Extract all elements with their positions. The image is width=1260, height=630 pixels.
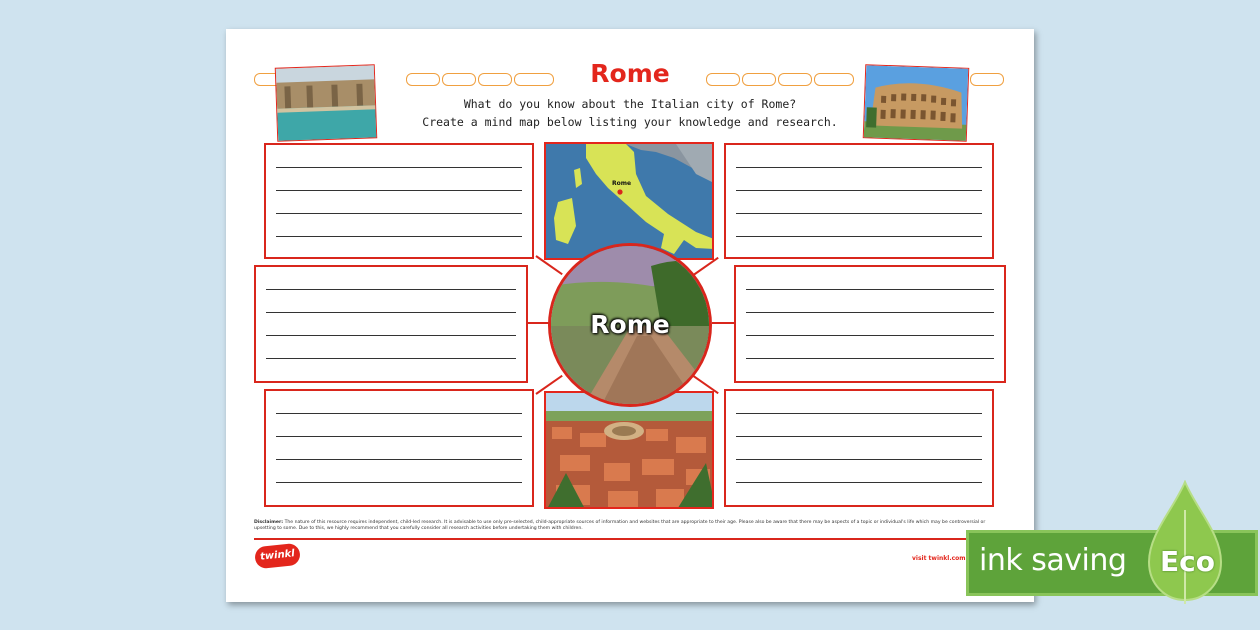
- header-decoration: [478, 73, 512, 86]
- disclaimer-text: The nature of this resource requires independent, child-led research. It is advisable to use only pre-selected, child-appropriate sources of information and websites that are appropriate to their age. Please also be aware that there may be aspects of a topic or individual's life which may be controversial or upsetting to some. Due to this, we highly recommend that you carefully consider all research activities before undertaking them with children.: [254, 520, 986, 532]
- disclaimer: [254, 520, 1006, 533]
- centre-circle: [548, 243, 712, 407]
- roman-baths-image: [275, 64, 378, 141]
- eco-label: Eco: [1160, 545, 1215, 578]
- disclaimer-label: Disclaimer:: [254, 520, 284, 525]
- writing-box-top-right[interactable]: [724, 143, 994, 259]
- visit-link[interactable]: visit twinkl.com: [912, 555, 966, 562]
- header-decoration: [406, 73, 440, 86]
- writing-box-bottom-right[interactable]: [724, 389, 994, 507]
- footer-divider: [254, 538, 1006, 540]
- worksheet: [226, 29, 1034, 602]
- header-decoration: [970, 73, 1004, 86]
- header-decoration: [514, 73, 554, 86]
- centre-rome-label: Rome: [590, 310, 670, 339]
- map-rome-label: Rome: [612, 180, 632, 187]
- writing-box-middle-right[interactable]: [734, 265, 1006, 383]
- header-decoration: [814, 73, 854, 86]
- connector-line: [712, 322, 734, 324]
- subtitle-line-2: Create a mind map below listing your knowledge and research.: [422, 115, 838, 129]
- subtitle-line-1: What do you know about the Italian city of Rome?: [463, 97, 797, 111]
- twinkl-logo[interactable]: twinkl: [254, 543, 301, 570]
- header-decoration: [706, 73, 740, 86]
- ink-saving-label: ink saving: [979, 543, 1127, 578]
- colosseum-image: [863, 64, 970, 142]
- page-title: Rome: [590, 59, 670, 88]
- header-decoration: [742, 73, 776, 86]
- connector-line: [527, 322, 549, 324]
- writing-box-bottom-left[interactable]: [264, 389, 534, 507]
- header-decoration: [442, 73, 476, 86]
- writing-box-middle-left[interactable]: [254, 265, 528, 383]
- writing-box-top-left[interactable]: [264, 143, 534, 259]
- header-decoration: [778, 73, 812, 86]
- eco-leaf-icon: [1145, 480, 1225, 604]
- rome-city-image: [544, 391, 714, 509]
